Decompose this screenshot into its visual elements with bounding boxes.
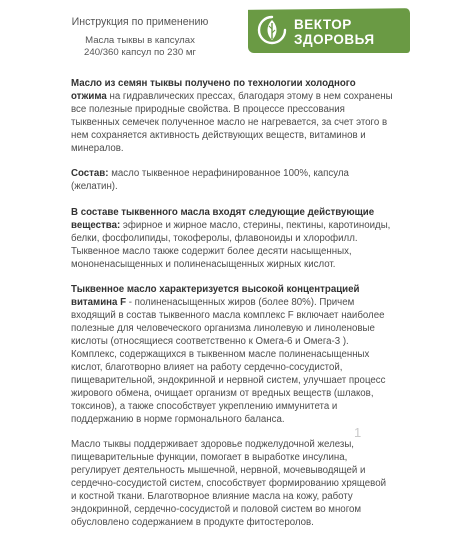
paragraph-text: на гидравлических прессах, благодаря этому в нем сохранены все полезные природные свойства. В процессе прессования тыквенных семечек полученное масло не нагревается, за счет этого в нем сохраняется активность действующих веществ, витаминов и минералов. (71, 90, 393, 154)
document-title: Инструкция по применению (71, 16, 209, 28)
paragraph-text: масло тыквенное нерафинированное 100%, капсула (желатин). (71, 168, 349, 193)
header (0, 0, 450, 62)
paragraph-text: эфирное и жирное масло, стерины, пектины, каротиноиды, белки, фосфолипиды, токоферолы, флавоноиды и хлорофилл. Тыквенное масло также содержит более десяти насыщенных, мононенасыщенных и полиненасыщенных жирных кислот. (71, 219, 391, 270)
brand-line-2: ЗДОРОВЬЯ (294, 32, 375, 47)
instruction-body (71, 78, 393, 543)
paragraph-health-benefits (71, 439, 393, 529)
brand-line-1: ВЕКТОР (294, 17, 352, 32)
paragraph-active-substances (71, 207, 393, 272)
paragraph-cold-press (71, 78, 393, 155)
paragraph-lead: Тыквенное масло характеризуется высокой концентрацией витамина F (71, 284, 360, 309)
header-text (40, 15, 240, 58)
leaf-circle-icon (256, 14, 288, 46)
paragraph-text: - полиненасыщенных жиров (более 80%). Причем входящий в состав тыквенного масла комплекс F включает наиболее полезные для человеческого организма линолевую и линоленовые кислоты (относящиеся соответственно к Омега-6 и Омега-3 ). Комплекс, содержащихся в тыквенном масле полиненасыщенных кислот, благотворно влияет на работу сердечно-сосудистой, пищеварительной, эндокринной и нервной систем, улучшает процесс жирового обмена, очищает организм от вредных веществ (шлаков, токсинов), а также способствует укреплению иммунитета и поддержанию в норме гормонального баланса. (71, 297, 386, 425)
brand-logo (248, 8, 410, 53)
brand-name (294, 17, 375, 47)
paragraph-lead: В составе тыквенного масла входят следующие действующие вещества: (71, 207, 375, 231)
page-number: 1 (354, 425, 362, 440)
document-subtitle (40, 35, 240, 58)
paragraph-lead: Состав: (71, 168, 109, 180)
paragraph-lead: Масло из семян тыквы получено по технологии холодного отжима (71, 78, 356, 102)
subtitle-line-1: Масла тыквы в капсулах (85, 35, 195, 46)
paragraph-text: Масло тыквы поддерживает здоровье поджелудочной железы, пищеварительные функции, помогает в выработке инсулина, регулирует деятельность мышечной, нервной, мочевыводящей и сердечно-сосудистой систем, способствует формированию хрящевой и костной ткани. Благотворное влияние масла на кожу, работу эндокринной, сердечно-сосудистой и половой систем во многом обусловлено содержанием в продукте фитостеролов. (71, 439, 387, 528)
subtitle-line-2: 240/360 капсул по 230 мг (84, 46, 196, 58)
paragraph-composition (71, 168, 393, 194)
paragraph-vitamin-f (71, 284, 393, 426)
